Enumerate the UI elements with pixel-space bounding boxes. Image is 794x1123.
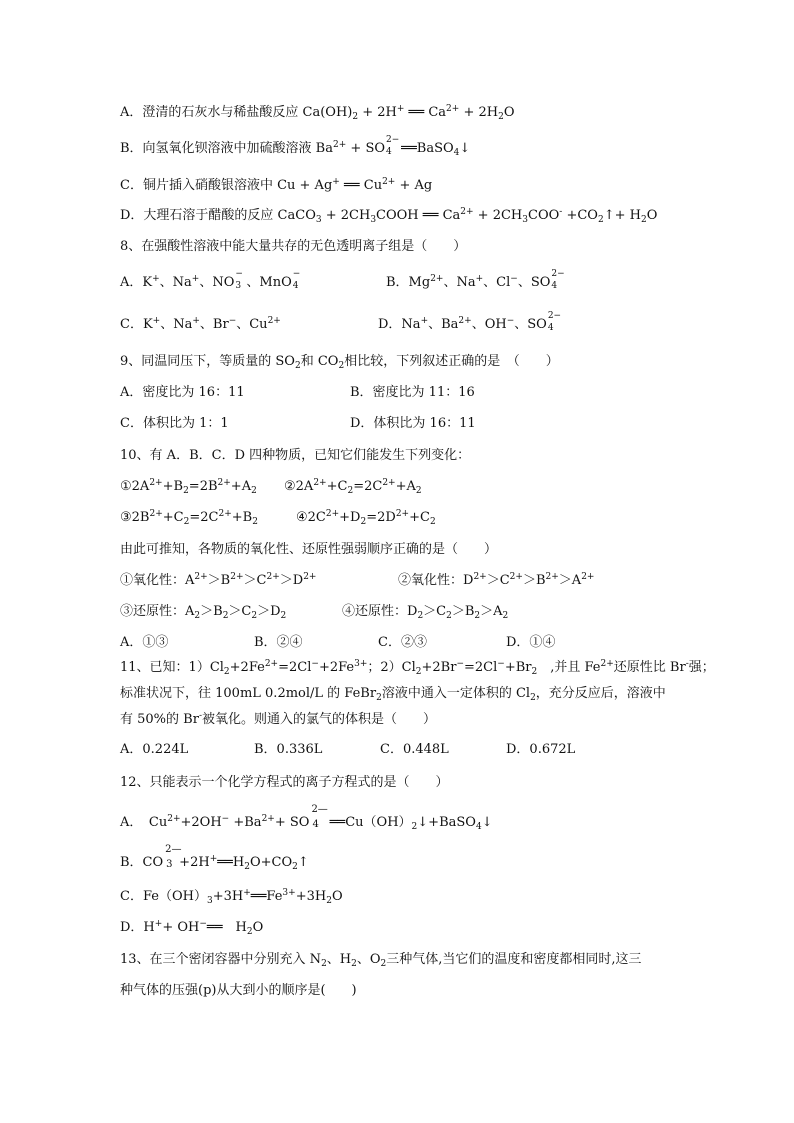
text: +CO: [562, 208, 598, 223]
sup: +: [243, 888, 251, 898]
sup: 2+: [473, 572, 487, 582]
sub: 2: [352, 112, 359, 122]
sub: 4: [292, 281, 299, 291]
text: =2D: [366, 510, 396, 525]
text: 、SO: [514, 317, 547, 332]
sup: +: [152, 274, 160, 284]
q8-option-a: [120, 269, 304, 292]
text: 、Cl: [483, 275, 511, 290]
text: 和 CO: [300, 354, 339, 369]
text: =2C: [353, 479, 383, 494]
text: D．0.672L: [506, 742, 576, 757]
q10-statement-2: [398, 572, 594, 590]
text: 标准状况下，往 100mL 0.2mol/L 的 FeBr: [120, 686, 377, 701]
text: =2C: [189, 510, 219, 525]
sup: -: [685, 659, 689, 669]
q9-option-c: [120, 415, 229, 433]
text: B．CO: [120, 855, 164, 870]
sub: 2: [498, 112, 504, 122]
sub: 3: [370, 215, 377, 225]
text: A．澄清的石灰水与稀盐酸反应 Ca(OH): [120, 105, 353, 120]
sub: 2: [183, 517, 190, 527]
sub: 2: [380, 959, 387, 969]
sub: 2: [251, 486, 257, 496]
sup: 2+: [167, 814, 181, 824]
sub: 2: [244, 862, 250, 872]
sub: 2: [326, 896, 332, 906]
sup: 2+: [430, 274, 444, 284]
sup: 2+: [382, 478, 396, 488]
text: ，充分反应后，溶液中: [535, 686, 666, 701]
text: C．0.448L: [380, 742, 449, 757]
text: D．大理石溶于醋酸的反应 CaCO: [120, 208, 316, 223]
text: +C: [409, 510, 430, 525]
text: 还原性比 Br: [613, 660, 686, 675]
text: +D: [339, 510, 361, 525]
q12-option-a: [120, 804, 493, 832]
text: ＞A: [480, 604, 503, 619]
text: ④2C: [296, 510, 326, 525]
stacked-script: [385, 135, 400, 157]
sup: 2+: [581, 572, 595, 582]
sup: −: [311, 659, 319, 669]
text: ④还原性：D: [342, 604, 418, 619]
text: 、OH: [471, 317, 507, 332]
text: + SO: [346, 141, 386, 156]
sup: 2+: [446, 104, 460, 114]
text: +2Fe: [318, 660, 355, 675]
sub: 4: [547, 323, 554, 333]
sup: 2+: [395, 509, 410, 519]
q8-option-b: [386, 269, 565, 292]
q8-stem: [120, 238, 466, 256]
sup: −: [235, 269, 243, 279]
sup: −: [497, 659, 505, 669]
text: ══Cu（OH）: [325, 815, 412, 830]
text: ＞C: [228, 604, 252, 619]
sub: 2: [376, 693, 382, 703]
text: 由此可推知，各物质的氧化性、还原性强弱顺序正确的是（ ）: [120, 542, 498, 557]
sub: 2: [338, 361, 345, 371]
sup: 2−: [386, 135, 400, 145]
text: +2Fe: [229, 660, 265, 675]
q11-line-1: [120, 659, 715, 677]
sup: 2+: [264, 659, 279, 669]
sub: 2: [502, 611, 509, 621]
text: +Ba: [229, 815, 262, 830]
sub: 2: [280, 611, 287, 621]
text: ↓+BaSO: [417, 815, 476, 830]
text: ①2A: [120, 479, 150, 494]
text: ══H: [217, 855, 245, 870]
sup: -: [559, 207, 563, 217]
text: +Br: [504, 660, 532, 675]
q10-reaction-1: [120, 478, 257, 496]
text: 、Cu: [236, 317, 268, 332]
sup: +: [152, 316, 161, 326]
text: 、SO: [517, 275, 551, 290]
sup: +: [192, 316, 200, 326]
sup: +: [396, 104, 405, 114]
q12-option-d: [120, 919, 263, 937]
text: 、H: [326, 952, 352, 967]
text: +2Br: [421, 660, 457, 675]
sup: +: [420, 316, 429, 326]
text: O: [331, 889, 343, 904]
text: ＞C: [423, 604, 447, 619]
stacked-script: [292, 269, 304, 291]
stacked-script: [547, 311, 562, 333]
q9-option-a: [120, 384, 245, 402]
sup: −: [456, 659, 464, 669]
text: + SO: [274, 815, 310, 830]
text: 被氧化。则通入的氯气的体积是（ ）: [201, 712, 436, 727]
text: C．Fe（OH）: [120, 889, 207, 904]
q13-line-2: [120, 982, 357, 1000]
q10-reaction-2: [284, 478, 422, 496]
sub: 2: [294, 361, 301, 371]
stacked-script: [163, 844, 182, 870]
sup: −: [506, 316, 515, 326]
sup: 2+: [267, 316, 281, 326]
text: ②2A: [284, 479, 314, 494]
text: ②氧化性：D: [398, 573, 474, 588]
q12-option-c: [120, 888, 343, 906]
sub: 3: [315, 215, 322, 225]
sub: 2: [474, 611, 481, 621]
sub: 2: [251, 611, 258, 621]
text: COO: [528, 208, 560, 223]
sup: 2+: [303, 572, 317, 582]
text: ；2）Cl: [367, 660, 416, 675]
q7-option-a: [120, 104, 514, 122]
sub: 2: [194, 611, 201, 621]
sub: 4: [386, 147, 392, 157]
text: O: [646, 208, 658, 223]
sup: 2—: [165, 844, 182, 855]
sup: 2+: [261, 814, 275, 824]
text: ══BaSO: [397, 141, 454, 156]
text: 9、同温同压下，等质量的 SO: [120, 354, 295, 369]
text: + 2CH: [321, 208, 371, 223]
text: + OH: [162, 920, 200, 935]
text: ↓: [459, 141, 471, 156]
text: ══Fe: [250, 889, 283, 904]
sub: 4: [312, 819, 319, 830]
q11-line-2: [120, 685, 666, 703]
text: O+CO: [249, 855, 293, 870]
text: +B: [162, 479, 184, 494]
text: 、NO: [199, 275, 235, 290]
text: A． Cu: [120, 815, 168, 830]
sup: 2+: [218, 509, 232, 519]
text: C．铜片插入硝酸银溶液中 Cu + Ag: [120, 178, 333, 193]
sup: −: [292, 269, 301, 279]
text: +3H: [212, 889, 244, 904]
text: A．密度比为 16：11: [120, 385, 245, 400]
q12-stem: [120, 774, 449, 792]
text: ══ Ca: [404, 105, 447, 120]
stacked-script: [550, 269, 565, 291]
sub: 3: [522, 215, 528, 225]
text: ①氧化性：A: [120, 573, 195, 588]
text: ＞D: [279, 573, 304, 588]
q9-option-d: [350, 415, 476, 433]
text: B．②④: [254, 635, 303, 650]
sub: 3: [206, 896, 213, 906]
sub: 2: [222, 611, 229, 621]
sup: 2−: [551, 269, 565, 279]
q10-reaction-3: [120, 509, 258, 527]
text: ↓: [481, 815, 493, 830]
text: 溶液中通入一定体积的 Cl: [381, 686, 531, 701]
text: 10、有 A．B．C．D 四种物质，已知它们能发生下列变化：: [120, 448, 471, 463]
text: +A: [395, 479, 416, 494]
q10-infer: [120, 541, 497, 559]
text: ,并且 Fe: [537, 660, 601, 675]
text: ③还原性：A: [120, 604, 195, 619]
text: O: [503, 105, 515, 120]
sub: 2: [360, 517, 367, 527]
text: 、Na: [443, 275, 476, 290]
text: ＞B: [522, 573, 546, 588]
text: ＞B: [207, 573, 231, 588]
text: ＞D: [257, 604, 281, 619]
sub: 2: [292, 862, 298, 872]
text: COOH ══ Ca: [376, 208, 461, 223]
text: C．体积比为 1：1: [120, 416, 229, 431]
sub: 2: [183, 486, 189, 496]
sub: 2: [417, 611, 424, 621]
sup: 2−: [547, 311, 562, 321]
q10-option-a: [120, 634, 168, 652]
text: + 2H: [358, 105, 397, 120]
text: A．0.224L: [120, 742, 189, 757]
sub: 2: [531, 667, 538, 677]
q10-option-b: [254, 634, 303, 652]
text: 、Na: [159, 275, 192, 290]
q12-option-b: [120, 844, 309, 872]
sub: 3: [235, 281, 242, 291]
q10-statement-1: [120, 572, 316, 590]
sup: +: [154, 919, 163, 929]
sup: −: [510, 274, 518, 284]
text: =2Cl: [278, 660, 312, 675]
sup: 2+: [266, 572, 280, 582]
q7-option-d: [120, 207, 657, 225]
sup: 2+: [230, 572, 244, 582]
text: ＞C: [486, 573, 510, 588]
sub: 2: [415, 486, 422, 496]
sub: 2: [321, 959, 327, 969]
text: +2OH: [180, 815, 222, 830]
sup: 2+: [194, 572, 208, 582]
sup: 2+: [217, 478, 231, 488]
sup: 2+: [600, 659, 614, 669]
sup: 3+: [354, 659, 368, 669]
q9-stem: [120, 353, 559, 371]
sup: +: [191, 274, 200, 284]
sub: 2: [640, 215, 647, 225]
q10-option-c: [378, 634, 427, 652]
sub: 2: [415, 667, 422, 677]
sup: 2+: [545, 572, 559, 582]
q11-option-b: [254, 741, 322, 759]
text: 相比较，下列叙述正确的是 （ ）: [344, 354, 559, 369]
text: +C: [162, 510, 184, 525]
text: 有 50%的 Br: [120, 712, 199, 727]
q8-option-c: [120, 316, 281, 334]
text: A．①③: [120, 635, 169, 650]
q11-line-3: [120, 711, 436, 729]
q10-statement-3: [120, 603, 286, 621]
sub: 2: [597, 215, 604, 225]
sup: 3+: [282, 888, 296, 898]
text: + 2H: [459, 105, 499, 120]
sub: 2: [246, 927, 253, 937]
sup: −: [228, 316, 237, 326]
text: +B: [231, 510, 253, 525]
sub: 2: [429, 517, 436, 527]
q10-option-d: [506, 634, 555, 652]
sup: 2+: [333, 140, 347, 150]
q10-stem: [120, 447, 470, 465]
text: ══ H: [206, 920, 247, 935]
text: 13、在三个密闭容器中分别充入 N: [120, 952, 322, 967]
sub: 2: [530, 693, 536, 703]
text: +3H: [295, 889, 327, 904]
q7-option-b: [120, 135, 471, 158]
text: A．K: [120, 275, 153, 290]
text: ＞B: [200, 604, 223, 619]
text: 强；: [688, 660, 715, 675]
text: 、MnO: [246, 275, 292, 290]
sub: 2: [252, 517, 258, 527]
text: D．①④: [506, 635, 556, 650]
sup: 2+: [313, 478, 327, 488]
q11-option-c: [380, 741, 449, 759]
text: =2B: [188, 479, 218, 494]
text: +2H: [179, 855, 210, 870]
text: ＞C: [243, 573, 267, 588]
sup: 2+: [149, 478, 163, 488]
stacked-script: [309, 804, 328, 830]
sub: 2: [223, 667, 230, 677]
text: ③2B: [120, 510, 150, 525]
sub: 3: [166, 859, 173, 870]
q10-reaction-4: [296, 509, 436, 527]
sub: 4: [453, 148, 460, 158]
sup: 2+: [458, 316, 472, 326]
text: ＞A: [558, 573, 582, 588]
text: B．向氢氧化钡溶液中加硫酸溶液 Ba: [120, 141, 333, 156]
q10-statement-4: [342, 603, 508, 621]
text: ↑+ H: [603, 208, 641, 223]
text: 三种气体,当它们的温度和密度都相同时,这三: [386, 952, 642, 967]
sup: +: [332, 177, 340, 187]
text: B．密度比为 11：16: [350, 385, 475, 400]
text: 、Ba: [428, 317, 459, 332]
sub: 2: [411, 822, 418, 832]
text: 、Na: [160, 317, 193, 332]
sup: 2+: [325, 509, 340, 519]
q7-option-c: [120, 177, 432, 195]
text: 8、在强酸性溶液中能大量共存的无色透明离子组是（ ）: [120, 239, 467, 254]
text: 12、只能表示一个化学方程式的离子方程式的是（ ）: [120, 775, 449, 790]
sub: 2: [347, 486, 354, 496]
text: C．②③: [378, 635, 427, 650]
text: ＞B: [451, 604, 475, 619]
text: + Ag: [395, 178, 433, 193]
text: O: [252, 920, 264, 935]
sub: 2: [446, 611, 452, 621]
text: B．0.336L: [254, 742, 323, 757]
sub: 4: [551, 281, 558, 291]
text: D．Na: [378, 317, 421, 332]
text: B．Mg: [386, 275, 431, 290]
text: C．K: [120, 317, 153, 332]
sup: -: [198, 711, 202, 721]
text: ↑: [297, 855, 309, 870]
text: 、Br: [199, 317, 229, 332]
text: D．体积比为 16：11: [350, 416, 476, 431]
text: + 2CH: [473, 208, 523, 223]
sup: 2+: [509, 572, 523, 582]
stacked-script: [234, 269, 246, 291]
q11-option-d: [506, 741, 575, 759]
text: +A: [230, 479, 252, 494]
text: 、O: [356, 952, 381, 967]
sub: 4: [475, 822, 482, 832]
q9-option-b: [350, 384, 475, 402]
sup: 2+: [382, 177, 396, 187]
sub: 2: [351, 959, 357, 969]
text: ══ Cu: [339, 178, 383, 193]
sup: 2+: [460, 207, 474, 217]
q11-option-a: [120, 741, 188, 759]
sup: 2+: [149, 509, 163, 519]
text: 种气体的压强(p)从大到小的顺序是( ): [120, 983, 357, 998]
sup: −: [199, 919, 207, 929]
q8-option-d: [378, 311, 562, 334]
text: =2Cl: [464, 660, 498, 675]
sup: +: [475, 274, 484, 284]
sup: −: [221, 814, 230, 824]
q13-line-1: [120, 951, 642, 969]
sup: +: [209, 854, 218, 864]
sup: 2—: [311, 804, 328, 815]
text: 11、已知：1）Cl: [120, 660, 224, 675]
text: D．H: [120, 920, 155, 935]
text: +C: [326, 479, 348, 494]
